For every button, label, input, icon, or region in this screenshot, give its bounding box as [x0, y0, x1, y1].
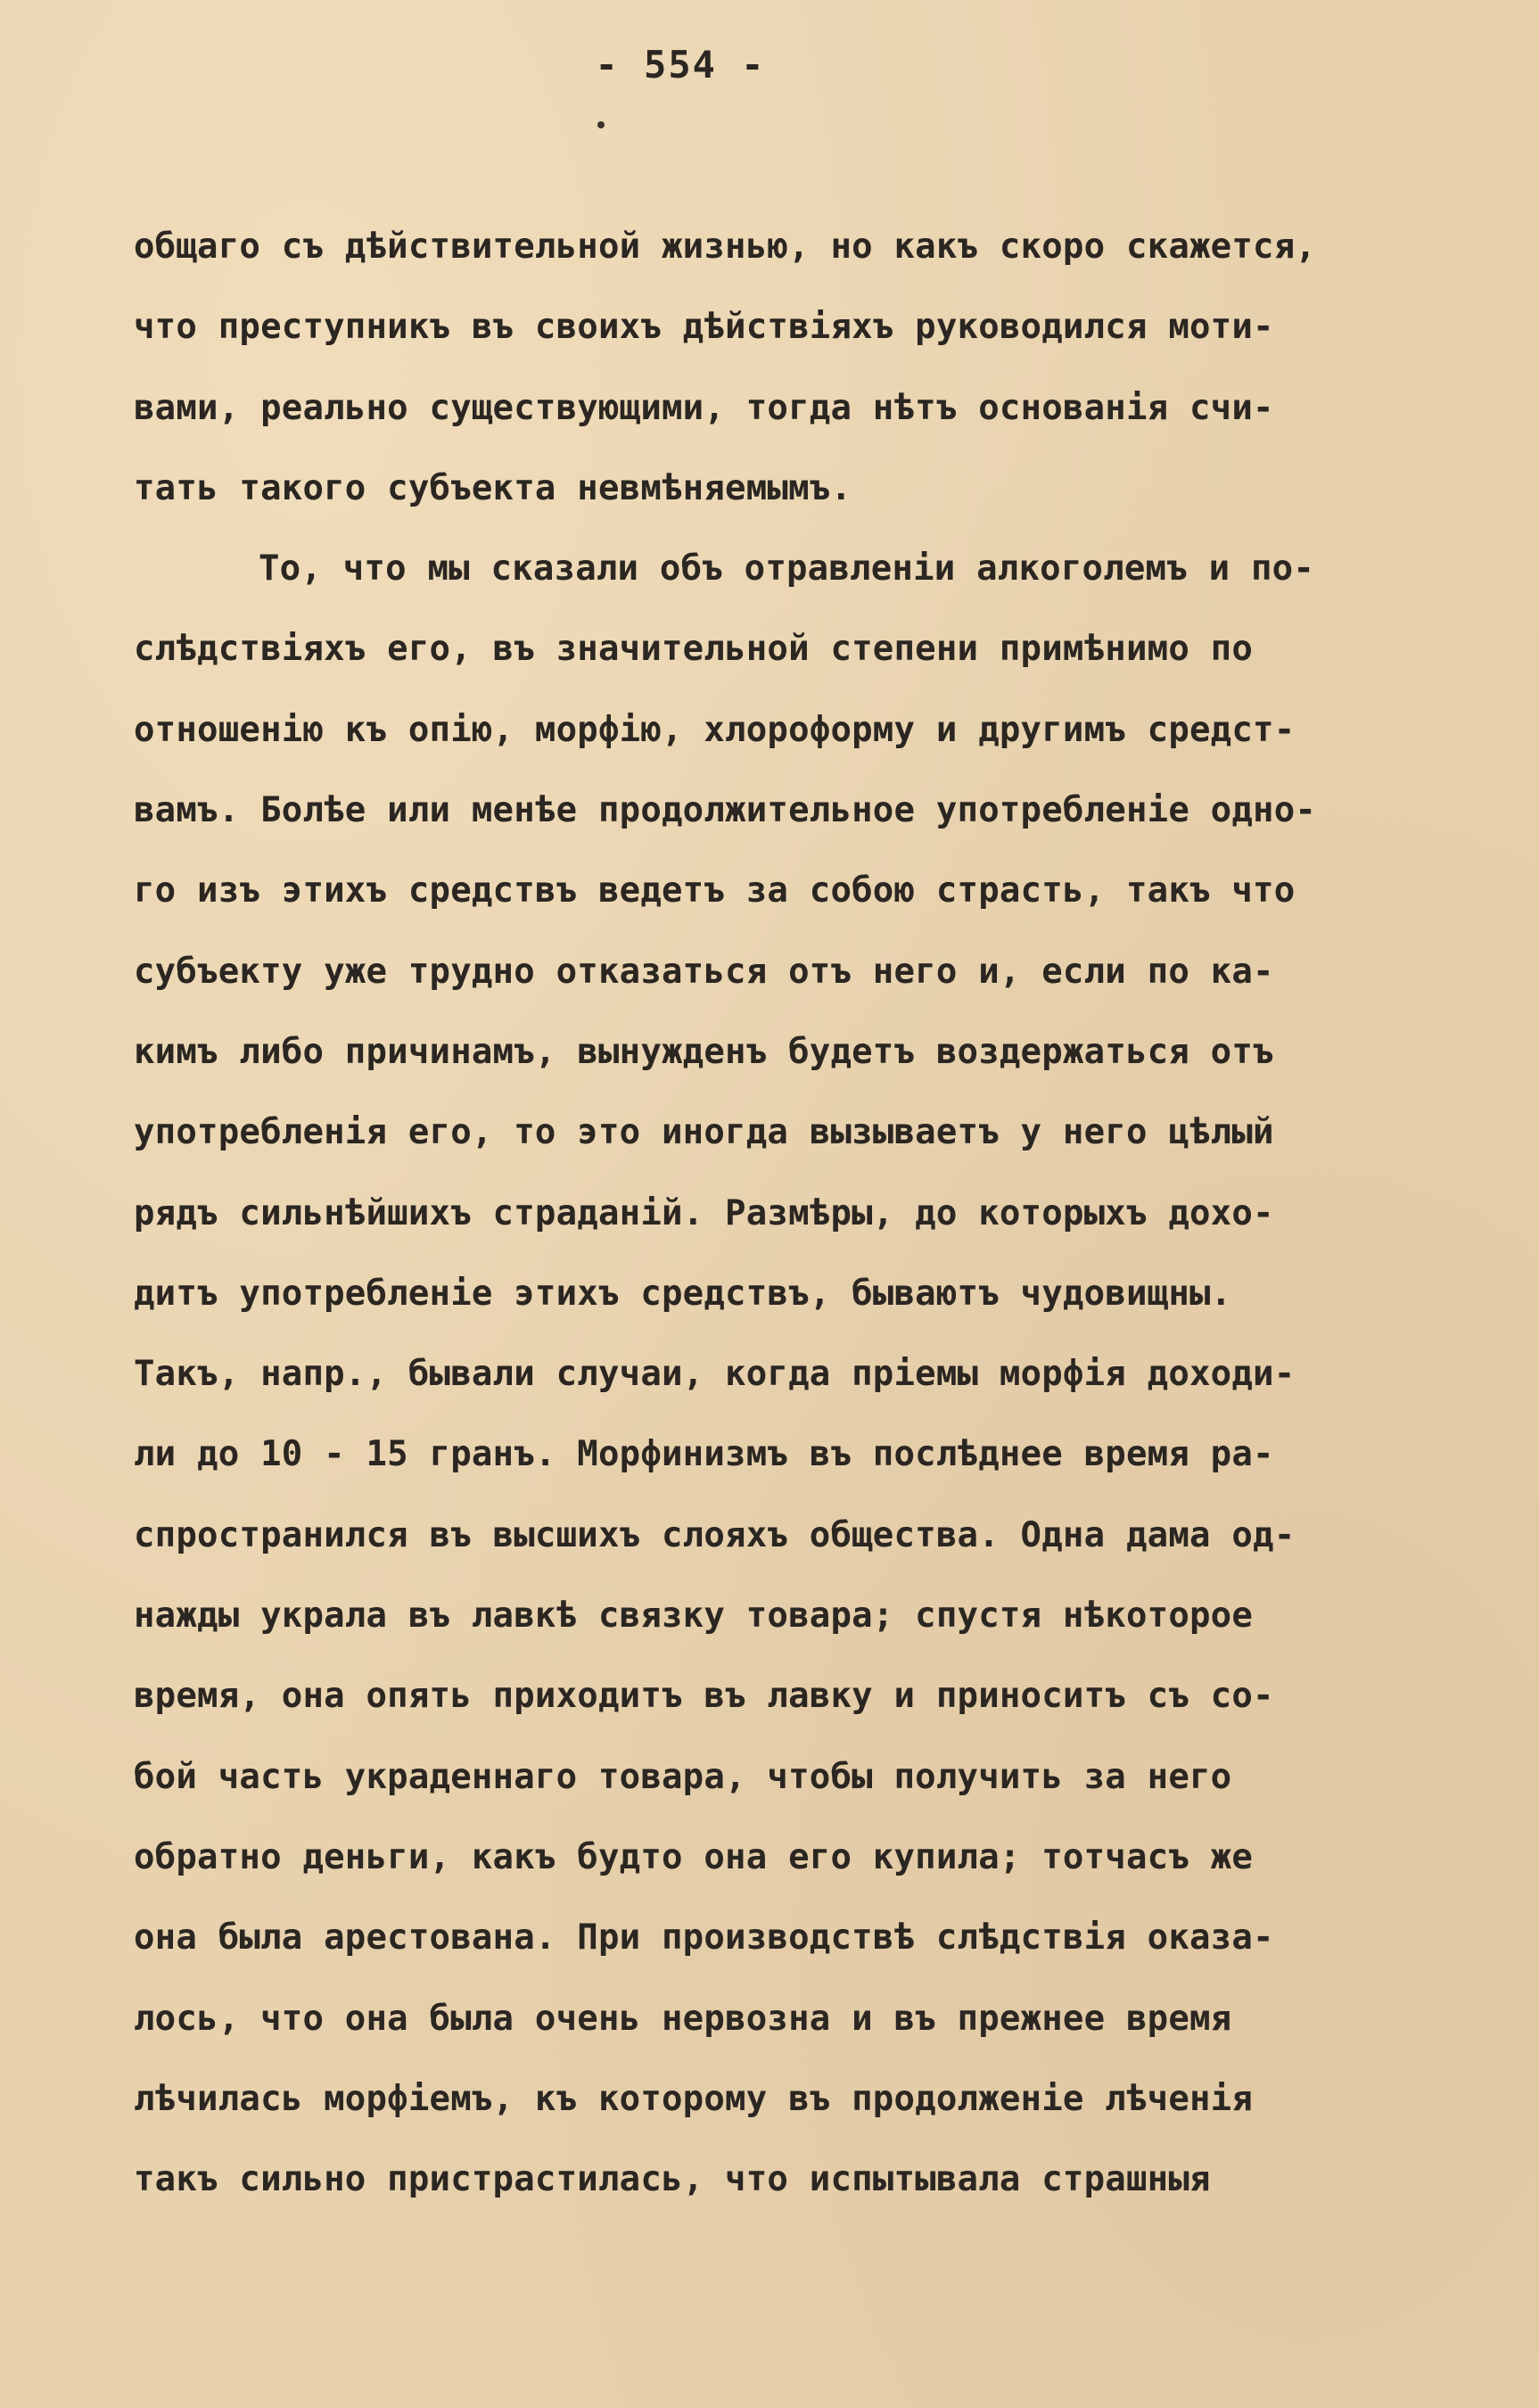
page-number: - 554 -: [595, 43, 766, 87]
text-line: она была арестована. При производствѣ слѣдствiя оказа-: [134, 1917, 1274, 1959]
text-line: вами, реально существующими, тогда нѣтъ основанiя счи-: [134, 387, 1274, 428]
text-line: такъ сильно пристрастилась, что испытывала страшныя: [134, 2159, 1211, 2200]
text-line: вамъ. Болѣе или менѣе продолжительное употребленiе одно-: [134, 790, 1317, 831]
text-line: рядъ сильнѣйшихъ страданiй. Размѣры, до которыхъ дохо-: [134, 1192, 1274, 1233]
text-line: бой часть украденнаго товара, чтобы получить за него: [134, 1756, 1232, 1797]
text-line: отношенiю къ опiю, морфiю, хлороформу и другимъ средст-: [134, 709, 1296, 750]
text-line: общаго съ дѣйствительной жизнью, но какъ скоро скажется,: [134, 227, 1317, 267]
text-line: нажды украла въ лавкѣ связку товара; спустя нѣкоторое: [134, 1596, 1254, 1637]
text-line: лѣчилась морфiемъ, къ которому въ продолженiе лѣченiя: [134, 2078, 1254, 2119]
text-line: время, она опять приходитъ въ лавку и приноситъ съ со-: [134, 1676, 1274, 1717]
text-line: спространился въ высшихъ слояхъ общества. Одна дама од-: [134, 1514, 1296, 1555]
text-line: ли до 10 - 15 гранъ. Морфинизмъ въ послѣднее время ра-: [134, 1434, 1274, 1475]
text-line: обратно деньги, какъ будто она его купила; тотчасъ же: [134, 1836, 1254, 1877]
text-line: го изъ этихъ средствъ ведетъ за собою страсть, такъ что: [134, 870, 1296, 911]
ink-dot: [597, 121, 605, 128]
paragraph-first-line: То, что мы сказали объ отравленiи алкоголемъ и по-: [259, 548, 1314, 590]
text-line: лось, что она была очень нервозна и въ прежнее время: [134, 1998, 1232, 2039]
body-text: [134, 207, 1489, 2220]
text-line: тать такого субъекта невмѣняемымъ.: [134, 467, 852, 508]
text-line: слѣдствiяхъ его, въ значительной степени примѣнимо по: [134, 629, 1254, 670]
text-line: Такъ, напр., бывали случаи, когда прiемы морфiя доходи-: [134, 1354, 1296, 1395]
text-line: употребленiя его, то это иногда вызываетъ у него цѣлый: [134, 1112, 1274, 1153]
text-line: кимъ либо причинамъ, вынужденъ будетъ воздержаться отъ: [134, 1031, 1274, 1072]
text-line: что преступникъ въ своихъ дѣйствiяхъ руководился моти-: [134, 307, 1274, 348]
text-line: дитъ употребленiе этихъ средствъ, бываютъ чудовищны.: [134, 1273, 1232, 1314]
text-line: субъекту уже трудно отказаться отъ него и, если по ка-: [134, 951, 1274, 992]
